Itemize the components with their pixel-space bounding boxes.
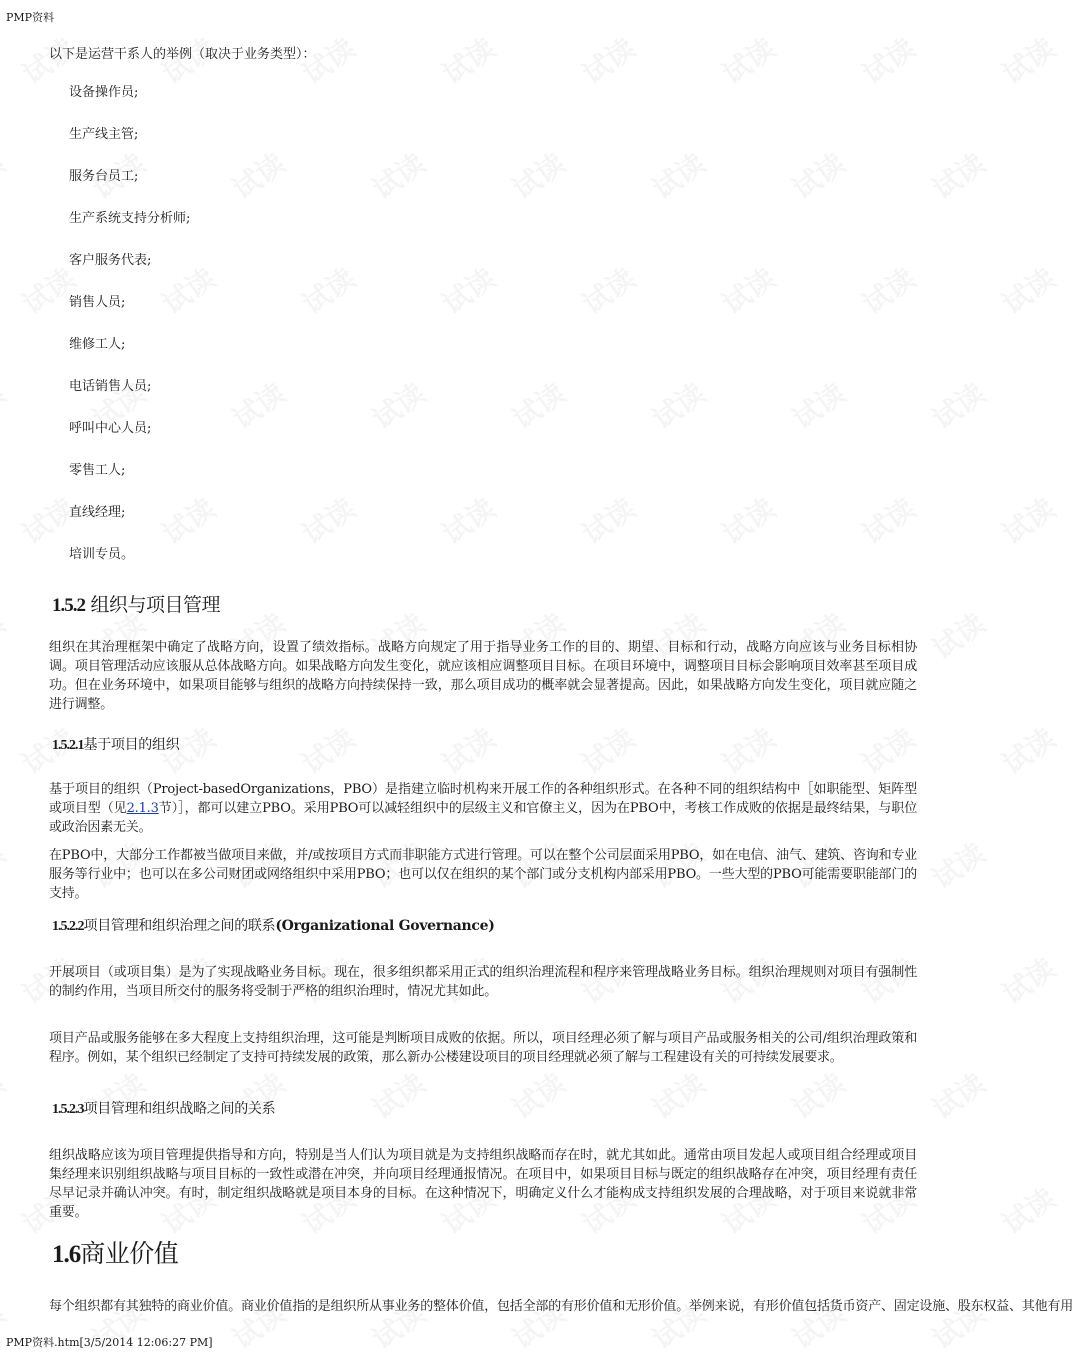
- watermark-text: [854, 258, 923, 323]
- watermark-text: [434, 718, 503, 783]
- watermark-text: [994, 718, 1063, 783]
- watermark-text: [714, 488, 783, 553]
- list-item: 零售工人;: [69, 463, 126, 478]
- watermark-text: [504, 1063, 573, 1128]
- paragraph-governance-2: 项目产品或服务能够在多大程度上支持组织治理，这可能是判断项目成败的依据。所以，项目经理必须了解与项目产品或服务相关的公司/组织治理政策和程序。例如，某个组织已经制定了支持可持续发展的政策，那么新办公楼建设项目的项目经理就必须了解与工程建设有关的可持续发展要求。: [49, 1031, 917, 1065]
- watermark-text: [994, 1178, 1063, 1243]
- watermark-text: [784, 1063, 853, 1128]
- paragraph-pbo-definition: [49, 780, 917, 837]
- paragraph-governance-1: 开展项目（或项目集）是为了实现战略业务目标。现在，很多组织都采用正式的组织治理流程和程序来管理战略业务目标。组织治理规则对项目有强制性的制约作用，当项目所交付的服务将受制于严格的组织治理时，情况尤其如此。: [49, 965, 917, 999]
- section-heading-1-6: [52, 1234, 178, 1270]
- stakeholder-list: [69, 78, 190, 582]
- section-heading-1-5-2-3: [52, 1098, 275, 1118]
- watermark-text: [924, 1063, 993, 1128]
- watermark-text: [924, 833, 993, 898]
- list-item: 呼叫中心人员;: [69, 421, 152, 436]
- section-number: 1.6: [52, 1241, 81, 1268]
- watermark-text: [994, 948, 1063, 1013]
- list-item: 客户服务代表;: [69, 253, 152, 268]
- watermark-text: [0, 603, 12, 668]
- section-title: 项目管理和组织治理之间的联系: [83, 918, 276, 934]
- section-heading-1-5-2-1: [52, 734, 179, 754]
- watermark-text: [994, 28, 1063, 93]
- watermark-text: [994, 258, 1063, 323]
- watermark-text: [644, 1063, 713, 1128]
- watermark-text: [504, 373, 573, 438]
- section-number: 1.5.2: [52, 595, 85, 616]
- paragraph-text: 基于项目的组织（Project-basedOrganizations，PBO）是指建立临时机构来开展工作的各种组织形式。在各种不同的组织结构中［如职能型、矩阵型或项目型（见: [49, 782, 917, 816]
- paragraph-text: 节）］，都可以建立PBO。采用PBO可以减轻组织中的层级主义和官僚主义，因为在PBO中，考核工作成败的依据是最终结果，与职位或政治因素无关。: [49, 801, 917, 835]
- watermark-text: [854, 28, 923, 93]
- page-header: PMP资料: [6, 11, 55, 24]
- paragraph-business-value: 每个组织都有其独特的商业价值。商业价值指的是组织所从事业务的整体价值，包括全部的有形价值和无形价值。举例来说，有形价值包括货币资产、固定设施、股东权益、其他有用: [49, 1299, 1073, 1314]
- list-item: 维修工人;: [69, 337, 126, 352]
- paragraph-pbo-usage: 在PBO中，大部分工作都被当做项目来做，并/或按项目方式而非职能方式进行管理。可以在整个公司层面采用PBO，如在电信、油气、建筑、咨询和专业服务等行业中；也可以在多公司财团或网络组织中采用PBO；也可以仅在组织的某个部门或分支机构内部采用PBO。一些大型的PBO可能需要职能部门的支持。: [49, 848, 917, 901]
- page-footer: PMP资料.htm[3/5/2014 12:06:27 PM]: [6, 1336, 213, 1349]
- section-title: 商业价值: [80, 1239, 179, 1268]
- watermark-text: [574, 258, 643, 323]
- watermark-text: [0, 373, 12, 438]
- list-item: 生产线主管;: [69, 127, 139, 142]
- watermark-text: [994, 488, 1063, 553]
- watermark-text: [574, 488, 643, 553]
- watermark-text: [924, 373, 993, 438]
- watermark-text: [364, 1063, 433, 1128]
- watermark-text: [224, 143, 293, 208]
- watermark-text: [784, 373, 853, 438]
- watermark-text: [0, 1063, 12, 1128]
- watermark-text: [924, 603, 993, 668]
- paragraph-strategy: 组织战略应该为项目管理提供指导和方向，特别是当人们认为项目就是为支持组织战略而存在时，就尤其如此。通常由项目发起人或项目组合经理或项目集经理来识别组织战略与项目目标的一致性或潜在冲突，并向项目经理通报情况。在项目中，如果项目目标与既定的组织战略存在冲突，项目经理有责任尽早记录并确认冲突。有时，制定组织战略就是项目本身的目标。在这种情况下，明确定义什么才能构成支持组织发展的合理战略，对于项目来说就非常重要。: [49, 1148, 917, 1220]
- section-title-english: (Organizational Governance): [275, 918, 495, 934]
- list-item: 服务台员工;: [69, 169, 139, 184]
- section-title: 项目管理和组织战略之间的关系: [83, 1101, 276, 1117]
- watermark-text: [294, 488, 363, 553]
- watermark-text: [854, 718, 923, 783]
- watermark-text: [364, 143, 433, 208]
- watermark-text: [574, 718, 643, 783]
- watermark-text: [0, 143, 12, 208]
- section-number: 1.5.2.2: [52, 919, 84, 934]
- list-item: 直线经理;: [69, 505, 126, 520]
- watermark-text: [364, 373, 433, 438]
- watermark-text: [924, 143, 993, 208]
- watermark-text: [714, 28, 783, 93]
- section-heading-1-5-2-2: [52, 915, 495, 935]
- watermark-text: [434, 258, 503, 323]
- watermark-text: [0, 833, 12, 898]
- section-title: 组织与项目管理: [90, 594, 221, 616]
- list-item: 培训专员。: [69, 547, 135, 562]
- section-number: 1.5.2.3: [52, 1102, 84, 1117]
- paragraph-1-5-2: 组织在其治理框架中确定了战略方向，设置了绩效指标。战略方向规定了用于指导业务工作的目的、期望、目标和行动，战略方向应该与业务目标相协调。项目管理活动应该服从总体战略方向。如果战略方向发生变化，就应该相应调整项目目标。在项目环境中，调整项目目标会影响项目效率甚至项目成功。但在业务环境中，如果项目能够与组织的战略方向持续保持一致，那么项目成功的概率就会显著提高。因此，如果战略方向发生变化，项目就应随之进行调整。: [49, 640, 917, 712]
- watermark-text: [294, 258, 363, 323]
- watermark-text: [714, 258, 783, 323]
- watermark-text: [574, 28, 643, 93]
- list-item: 销售人员;: [69, 295, 126, 310]
- section-title: 基于项目的组织: [83, 737, 180, 753]
- watermark-text: [714, 718, 783, 783]
- watermark-text: [784, 143, 853, 208]
- intro-text: 以下是运营干系人的举例（取决于业务类型）：: [49, 47, 316, 62]
- section-link-2-1-3[interactable]: 2.1.3: [126, 801, 159, 816]
- watermark-text: [644, 373, 713, 438]
- watermark-text: [224, 373, 293, 438]
- watermark-text: [434, 488, 503, 553]
- list-item: 设备操作员;: [69, 85, 139, 100]
- watermark-text: [854, 488, 923, 553]
- section-number: 1.5.2.1: [52, 738, 84, 753]
- watermark-text: [294, 718, 363, 783]
- watermark-text: [434, 28, 503, 93]
- section-heading-1-5-2: [52, 590, 220, 617]
- list-item: 电话销售人员;: [69, 379, 152, 394]
- list-item: 生产系统支持分析师;: [69, 211, 191, 226]
- watermark-text: [504, 143, 573, 208]
- watermark-text: [644, 143, 713, 208]
